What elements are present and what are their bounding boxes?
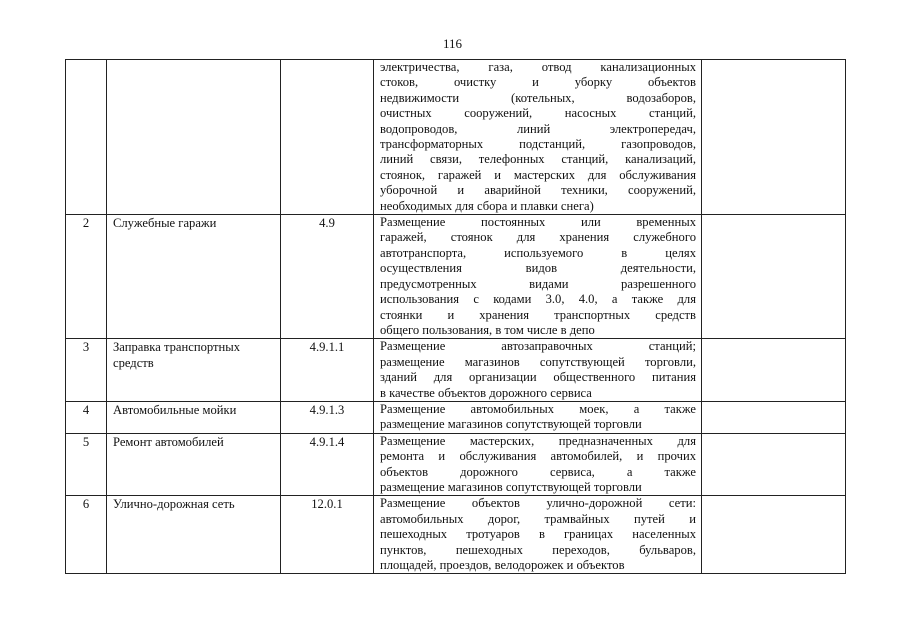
description-line: использования с кодами 3.0, 4.0, а также для [380,292,696,307]
description-line: уборочной и аварийной техники, сооружений, [380,183,696,198]
land-use-code-cell: 4.9.1.3 [281,401,374,433]
land-use-name-cell: Заправка транспортных средств [107,339,281,402]
table-row [66,496,846,574]
land-use-name-cell: Ремонт автомобилей [107,433,281,496]
notes-cell [702,339,846,402]
row-number-cell: 3 [66,339,107,402]
description-line: стоянок, гаражей и мастерских для обслуживания [380,167,696,182]
land-use-description-cell [374,339,702,402]
table-body [66,60,846,574]
description-line: размещение магазинов сопутствующей торговли [380,479,642,494]
description-line: предусмотренных видами разрешенного [380,276,696,291]
description-line: ремонта и обслуживания автомобилей, и прочих [380,449,696,464]
land-use-name-cell [107,60,281,215]
description-line: водопроводов, линий электропередач, [380,121,696,136]
notes-cell [702,433,846,496]
notes-cell [702,215,846,339]
row-number-cell [66,60,107,215]
description-line: необходимых для сбора и плавки снега) [380,198,594,213]
land-use-description-cell [374,433,702,496]
description-line: Размещение постоянных или временных [380,215,696,230]
row-number-cell: 5 [66,433,107,496]
description-line: линий связи, телефонных станций, канализаций, [380,152,696,167]
description-line: очистных сооружений, насосных станций, [380,106,696,121]
notes-cell [702,60,846,215]
description-line: площадей, проездов, велодорожек и объектов [380,558,625,572]
description-line: автомобильных дорог, трамвайных путей и [380,511,696,526]
description-line: Размещение автозаправочных станций; [380,339,696,354]
description-line: размещение магазинов сопутствующей торговли [380,417,642,432]
table-row [66,433,846,496]
description-line: гаражей, стоянок для хранения служебного [380,230,696,245]
land-use-code-cell: 4.9 [281,215,374,339]
land-use-code-cell: 4.9.1.4 [281,433,374,496]
row-number-cell: 2 [66,215,107,339]
land-use-description-cell [374,60,702,215]
land-use-description-cell [374,401,702,433]
description-line: автотранспорта, используемого в целях [380,245,696,260]
description-line: стоков, очистку и уборку объектов [380,75,696,90]
land-use-name-cell: Автомобильные мойки [107,401,281,433]
table-row [66,215,846,339]
row-number-cell: 6 [66,496,107,574]
land-use-code-cell [281,60,374,215]
description-line: объектов дорожного сервиса, а также [380,464,696,479]
description-line: пунктов, пешеходных переходов, бульваров, [380,542,696,557]
description-line: в качестве объектов дорожного сервиса [380,385,592,400]
row-number-cell: 4 [66,401,107,433]
description-line: Размещение объектов улично-дорожной сети: [380,496,696,511]
description-line: Размещение мастерских, предназначенных для [380,433,696,448]
description-line: недвижимости (котельных, водозаборов, [380,90,696,105]
description-line: зданий для организации общественного питания [380,370,696,385]
description-line: Размещение автомобильных моек, а также [380,401,696,416]
land-use-code-cell: 12.0.1 [281,496,374,574]
land-use-description-cell [374,215,702,339]
description-line: общего пользования, в том числе в депо [380,322,595,337]
description-line: стоянки и хранения транспортных средств [380,307,696,322]
table-row [66,339,846,402]
land-use-table [65,59,846,574]
table-row [66,401,846,433]
land-use-description-cell [374,496,702,574]
description-line: размещение магазинов сопутствующей торговли, [380,354,696,369]
land-use-code-cell: 4.9.1.1 [281,339,374,402]
table-row [66,60,846,215]
page-number: 116 [442,36,463,51]
description-line: электричества, газа, отвод канализационных [380,60,696,74]
description-line: трансформаторных подстанций, газопроводов, [380,137,696,152]
notes-cell [702,401,846,433]
notes-cell [702,496,846,574]
land-use-name-cell: Служебные гаражи [107,215,281,339]
land-use-name-cell: Улично-дорожная сеть [107,496,281,574]
description-line: осуществления видов деятельности, [380,261,696,276]
description-line: пешеходных тротуаров в границах населенных [380,527,696,542]
